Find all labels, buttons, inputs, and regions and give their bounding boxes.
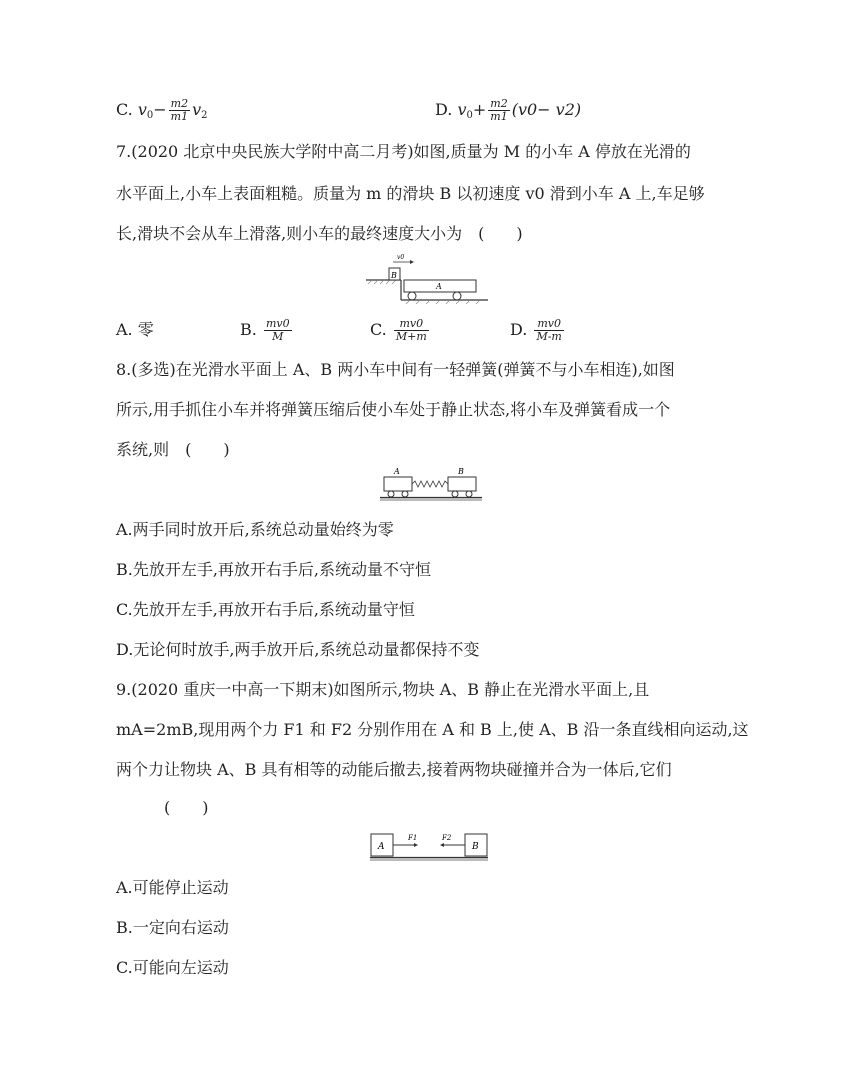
fraction-numerator: mv0 [265, 317, 290, 330]
q8-option-c: C.先放开左手,再放开右手后,系统动量守恒 [116, 600, 415, 619]
q8-option-d: D.无论何时放手,两手放开后,系统总动量都保持不变 [116, 640, 480, 659]
v0-symbol: v [457, 100, 467, 119]
q9-stem-line-2: mA=2mB,现用两个力 F1 和 F2 分别作用在 A 和 B 上,使 A、B 沿一条直线相向运动,这 [116, 720, 749, 739]
wheel [466, 491, 472, 497]
wheel [453, 292, 461, 300]
option-prefix: C. [116, 100, 138, 119]
q9-option-b: B.一定向右运动 [116, 918, 229, 937]
fraction-numerator: m2 [170, 97, 189, 110]
q7-cart-figure [366, 252, 496, 304]
velocity-difference: (v0− v2) [511, 100, 582, 119]
force-f2-label: F2 [442, 834, 452, 842]
spring [412, 481, 448, 487]
ground-hatch [380, 498, 482, 501]
option-prefix: C. [370, 320, 392, 339]
velocity-label: v0 [397, 254, 405, 261]
q9-option-c: C.可能向左运动 [116, 958, 229, 977]
block-b-label: B [391, 271, 397, 280]
fraction [488, 98, 509, 123]
q7-option-c [370, 318, 431, 343]
fraction-numerator: mv0 [394, 318, 429, 331]
q8-option-b: B.先放开左手,再放开右手后,系统动量不守恒 [116, 560, 432, 579]
fraction [394, 318, 429, 343]
v0-symbol: v [137, 100, 147, 119]
q7-option-b [240, 318, 294, 343]
fraction-denominator: m1 [490, 110, 508, 123]
fraction-numerator: mv0 [534, 318, 563, 331]
v0-subscript: 0 [466, 110, 473, 121]
option-prefix: D. [435, 100, 458, 119]
q8-spring-carts-figure [380, 466, 482, 502]
q7-stem-line-2: 水平面上,小车上表面粗糙。质量为 m 的滑块 B 以初速度 v0 滑到小车 A 上,车足够 [116, 184, 705, 203]
q8-option-a: A.两手同时放开后,系统总动量始终为零 [116, 520, 394, 539]
wheel [452, 491, 458, 497]
q8-stem-line-2: 所示,用手抓住小车并将弹簧压缩后使小车处于静止状态,将小车及弹簧看成一个 [116, 400, 671, 419]
v2-subscript: 2 [201, 110, 208, 121]
q7-stem-line-1: 7.(2020 北京中央民族大学附中高二月考)如图,质量为 M 的小车 A 停放在光滑的 [116, 142, 691, 161]
wheel [388, 491, 394, 497]
cart-b-body [448, 477, 476, 491]
q8-stem-line-1: 8.(多选)在光滑水平面上 A、B 两小车中间有一轻弹簧(弹簧不与小车相连),如图 [116, 360, 675, 379]
q9-blocks-figure [370, 830, 488, 862]
v0-subscript: 0 [146, 110, 154, 121]
fraction-numerator: m2 [490, 97, 508, 110]
block-b-label: B [472, 842, 479, 852]
fraction [169, 98, 190, 123]
fraction-denominator: M+m [395, 330, 427, 343]
option-prefix: B. [240, 320, 262, 339]
q7-option-a [116, 318, 154, 342]
minus-sign: − [153, 100, 167, 119]
q6-option-d [435, 98, 581, 128]
option-text: 零 [137, 320, 154, 339]
fraction-denominator: M [272, 330, 284, 343]
plus-sign: + [472, 100, 487, 119]
force-f1-label: F1 [408, 834, 418, 842]
q9-stem-line-3: 两个力让物块 A、B 具有相等的动能后撤去,接着两物块碰撞并合为一体后,它们 [116, 760, 672, 779]
fraction [534, 318, 563, 343]
q9-answer-blank: ( ) [164, 798, 209, 817]
fraction-denominator: M-m [536, 330, 562, 343]
q9-stem-line-1: 9.(2020 重庆一中高一下期末)如图所示,物块 A、B 静止在光滑水平面上,且 [116, 680, 650, 699]
q9-option-a: A.可能停止运动 [116, 878, 229, 897]
ground-hatch [370, 858, 488, 861]
cart-a-label: A [436, 282, 442, 291]
option-prefix: D. [510, 320, 533, 339]
cart-b-label: B [458, 467, 464, 476]
fraction-denominator: m1 [170, 110, 189, 123]
wheel [408, 292, 416, 300]
block-a-label: A [378, 842, 385, 852]
q6-option-c [116, 98, 208, 128]
q7-stem-line-3: 长,滑块不会从车上滑落,则小车的最终速度大小为 ( ) [116, 224, 523, 243]
cart-a-label: A [394, 467, 400, 476]
v2-symbol: v [192, 100, 202, 119]
q8-stem-line-3: 系统,则 ( ) [116, 440, 230, 459]
wheel [402, 491, 408, 497]
cart-a-body [384, 477, 412, 491]
fraction [264, 318, 292, 343]
option-prefix: A. [116, 320, 138, 339]
q7-option-d [510, 318, 566, 343]
